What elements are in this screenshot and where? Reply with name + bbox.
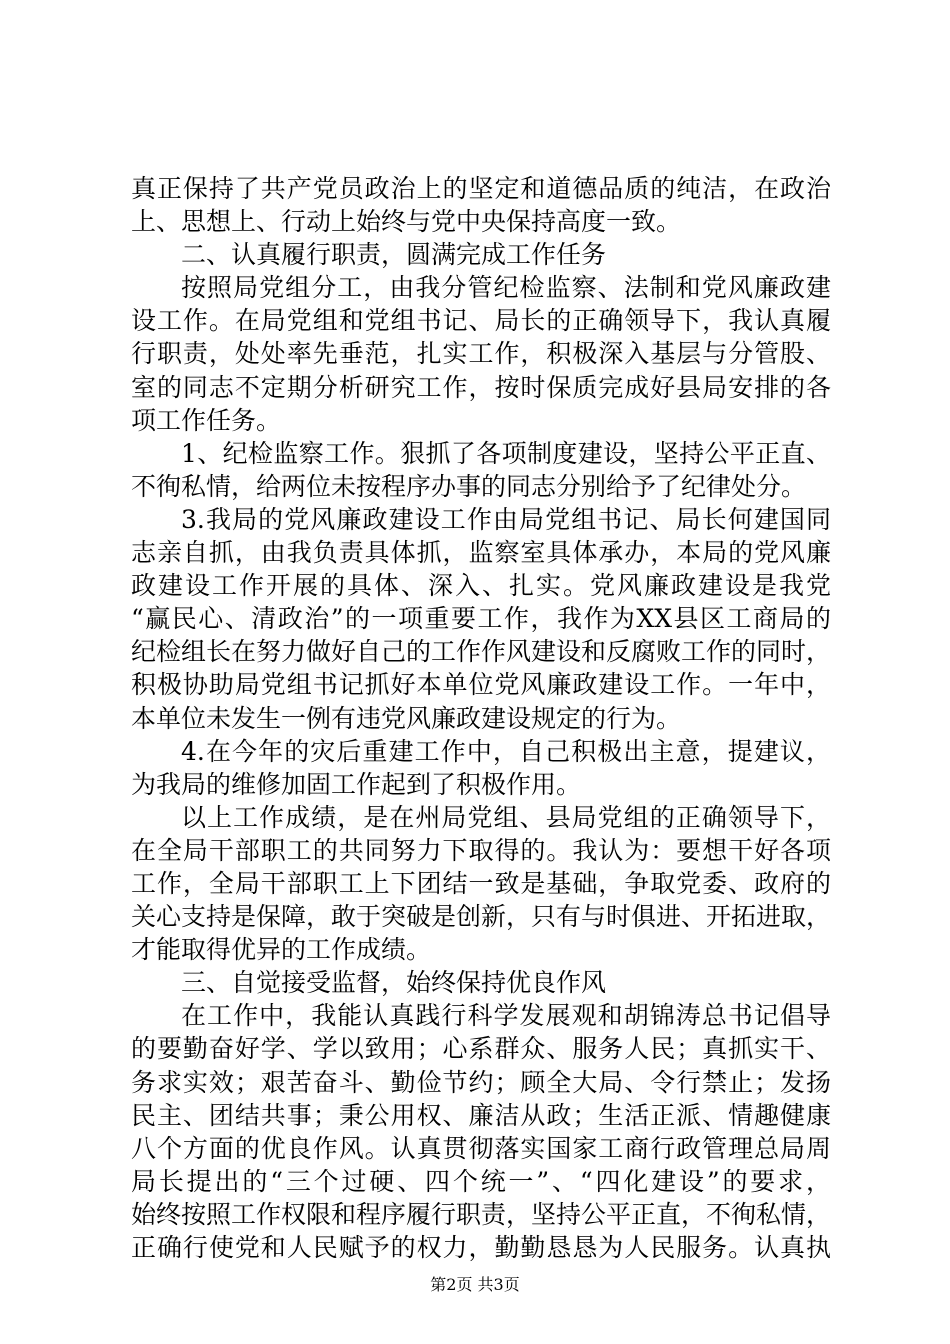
text-line: 积极协助局党组书记抓好本单位党风廉政建设工作。一年中， <box>131 670 831 700</box>
text-line: 在工作中，我能认真践行科学发展观和胡锦涛总书记倡导 <box>181 1001 831 1031</box>
text-line: 才能取得优异的工作成绩。 <box>131 935 432 965</box>
text-line: 民主、团结共事；秉公用权、廉洁从政；生活正派、情趣健康 <box>131 1100 831 1130</box>
text-line: 政建设工作开展的具体、深入、扎实。党风廉政建设是我党 <box>131 571 831 601</box>
text-line: 室的同志不定期分析研究工作，按时保质完成好县局安排的各 <box>131 372 831 402</box>
text-line: 务求实效；艰苦奋斗、勤俭节约；顾全大局、令行禁止；发扬 <box>131 1067 831 1097</box>
text-line: 关心支持是保障，敢于突破是创新，只有与时俱进、开拓进取， <box>131 902 832 932</box>
text-line: 行职责，处处率先垂范，扎实工作，积极深入基层与分管股、 <box>131 339 831 369</box>
text-line: 上、思想上、行动上始终与党中央保持高度一致。 <box>131 207 682 237</box>
page-number-footer: 第2页 共3页 <box>430 1275 520 1294</box>
text-line: 项工作任务。 <box>131 405 282 435</box>
text-line: 3.我局的党风廉政建设工作由局党组书记、局长何建国同 <box>181 504 831 534</box>
text-line: 的要勤奋好学、学以致用；心系群众、服务人民；真抓实干、 <box>131 1034 831 1064</box>
section-heading: 三、自觉接受监督，始终保持优良作风 <box>181 968 607 998</box>
text-line: 在全局干部职工的共同努力下取得的。我认为：要想干好各项 <box>131 835 831 865</box>
text-line: 真正保持了共产党员政治上的坚定和道德品质的纯洁，在政治 <box>131 174 831 203</box>
text-line: 正确行使党和人民赋予的权力，勤勤恳恳为人民服务。认真执 <box>131 1233 831 1262</box>
text-line: 设工作。在局党组和党组书记、局长的正确领导下，我认真履 <box>131 306 831 336</box>
text-line: 本单位未发生一例有违党风廉政建设规定的行为。 <box>131 703 682 733</box>
text-line: 以上工作成绩，是在州局党组、县局党组的正确领导下， <box>181 802 831 832</box>
text-line: 4.在今年的灾后重建工作中，自己积极出主意，提建议， <box>181 736 831 766</box>
text-line: 局长提出的“三个过硬、四个统一”、“四化建设”的要求， <box>131 1166 831 1196</box>
text-line: 工作，全局干部职工上下团结一致是基础，争取党委、政府的 <box>131 868 831 898</box>
text-line: 纪检组长在努力做好自己的工作作风建设和反腐败工作的同时， <box>131 637 832 667</box>
text-line: 1、纪检监察工作。狠抓了各项制度建设，坚持公平正直、 <box>181 438 831 468</box>
text-line: 始终按照工作权限和程序履行职责，坚持公平正直，不徇私情， <box>131 1199 832 1229</box>
text-line: “赢民心、清政治”的一项重要工作，我作为XX县区工商局的 <box>131 604 831 634</box>
text-line: 为我局的维修加固工作起到了积极作用。 <box>131 769 582 799</box>
text-line: 不徇私情，给两位未按程序办事的同志分别给予了纪律处分。 <box>131 471 807 501</box>
document-body <box>131 172 831 1264</box>
text-line: 按照局党组分工，由我分管纪检监察、法制和党风廉政建 <box>181 273 831 303</box>
section-heading: 二、认真履行职责，圆满完成工作任务 <box>181 240 607 270</box>
text-line: 志亲自抓，由我负责具体抓，监察室具体承办，本局的党风廉 <box>131 538 831 568</box>
text-line: 八个方面的优良作风。认真贯彻落实国家工商行政管理总局周 <box>131 1133 831 1163</box>
